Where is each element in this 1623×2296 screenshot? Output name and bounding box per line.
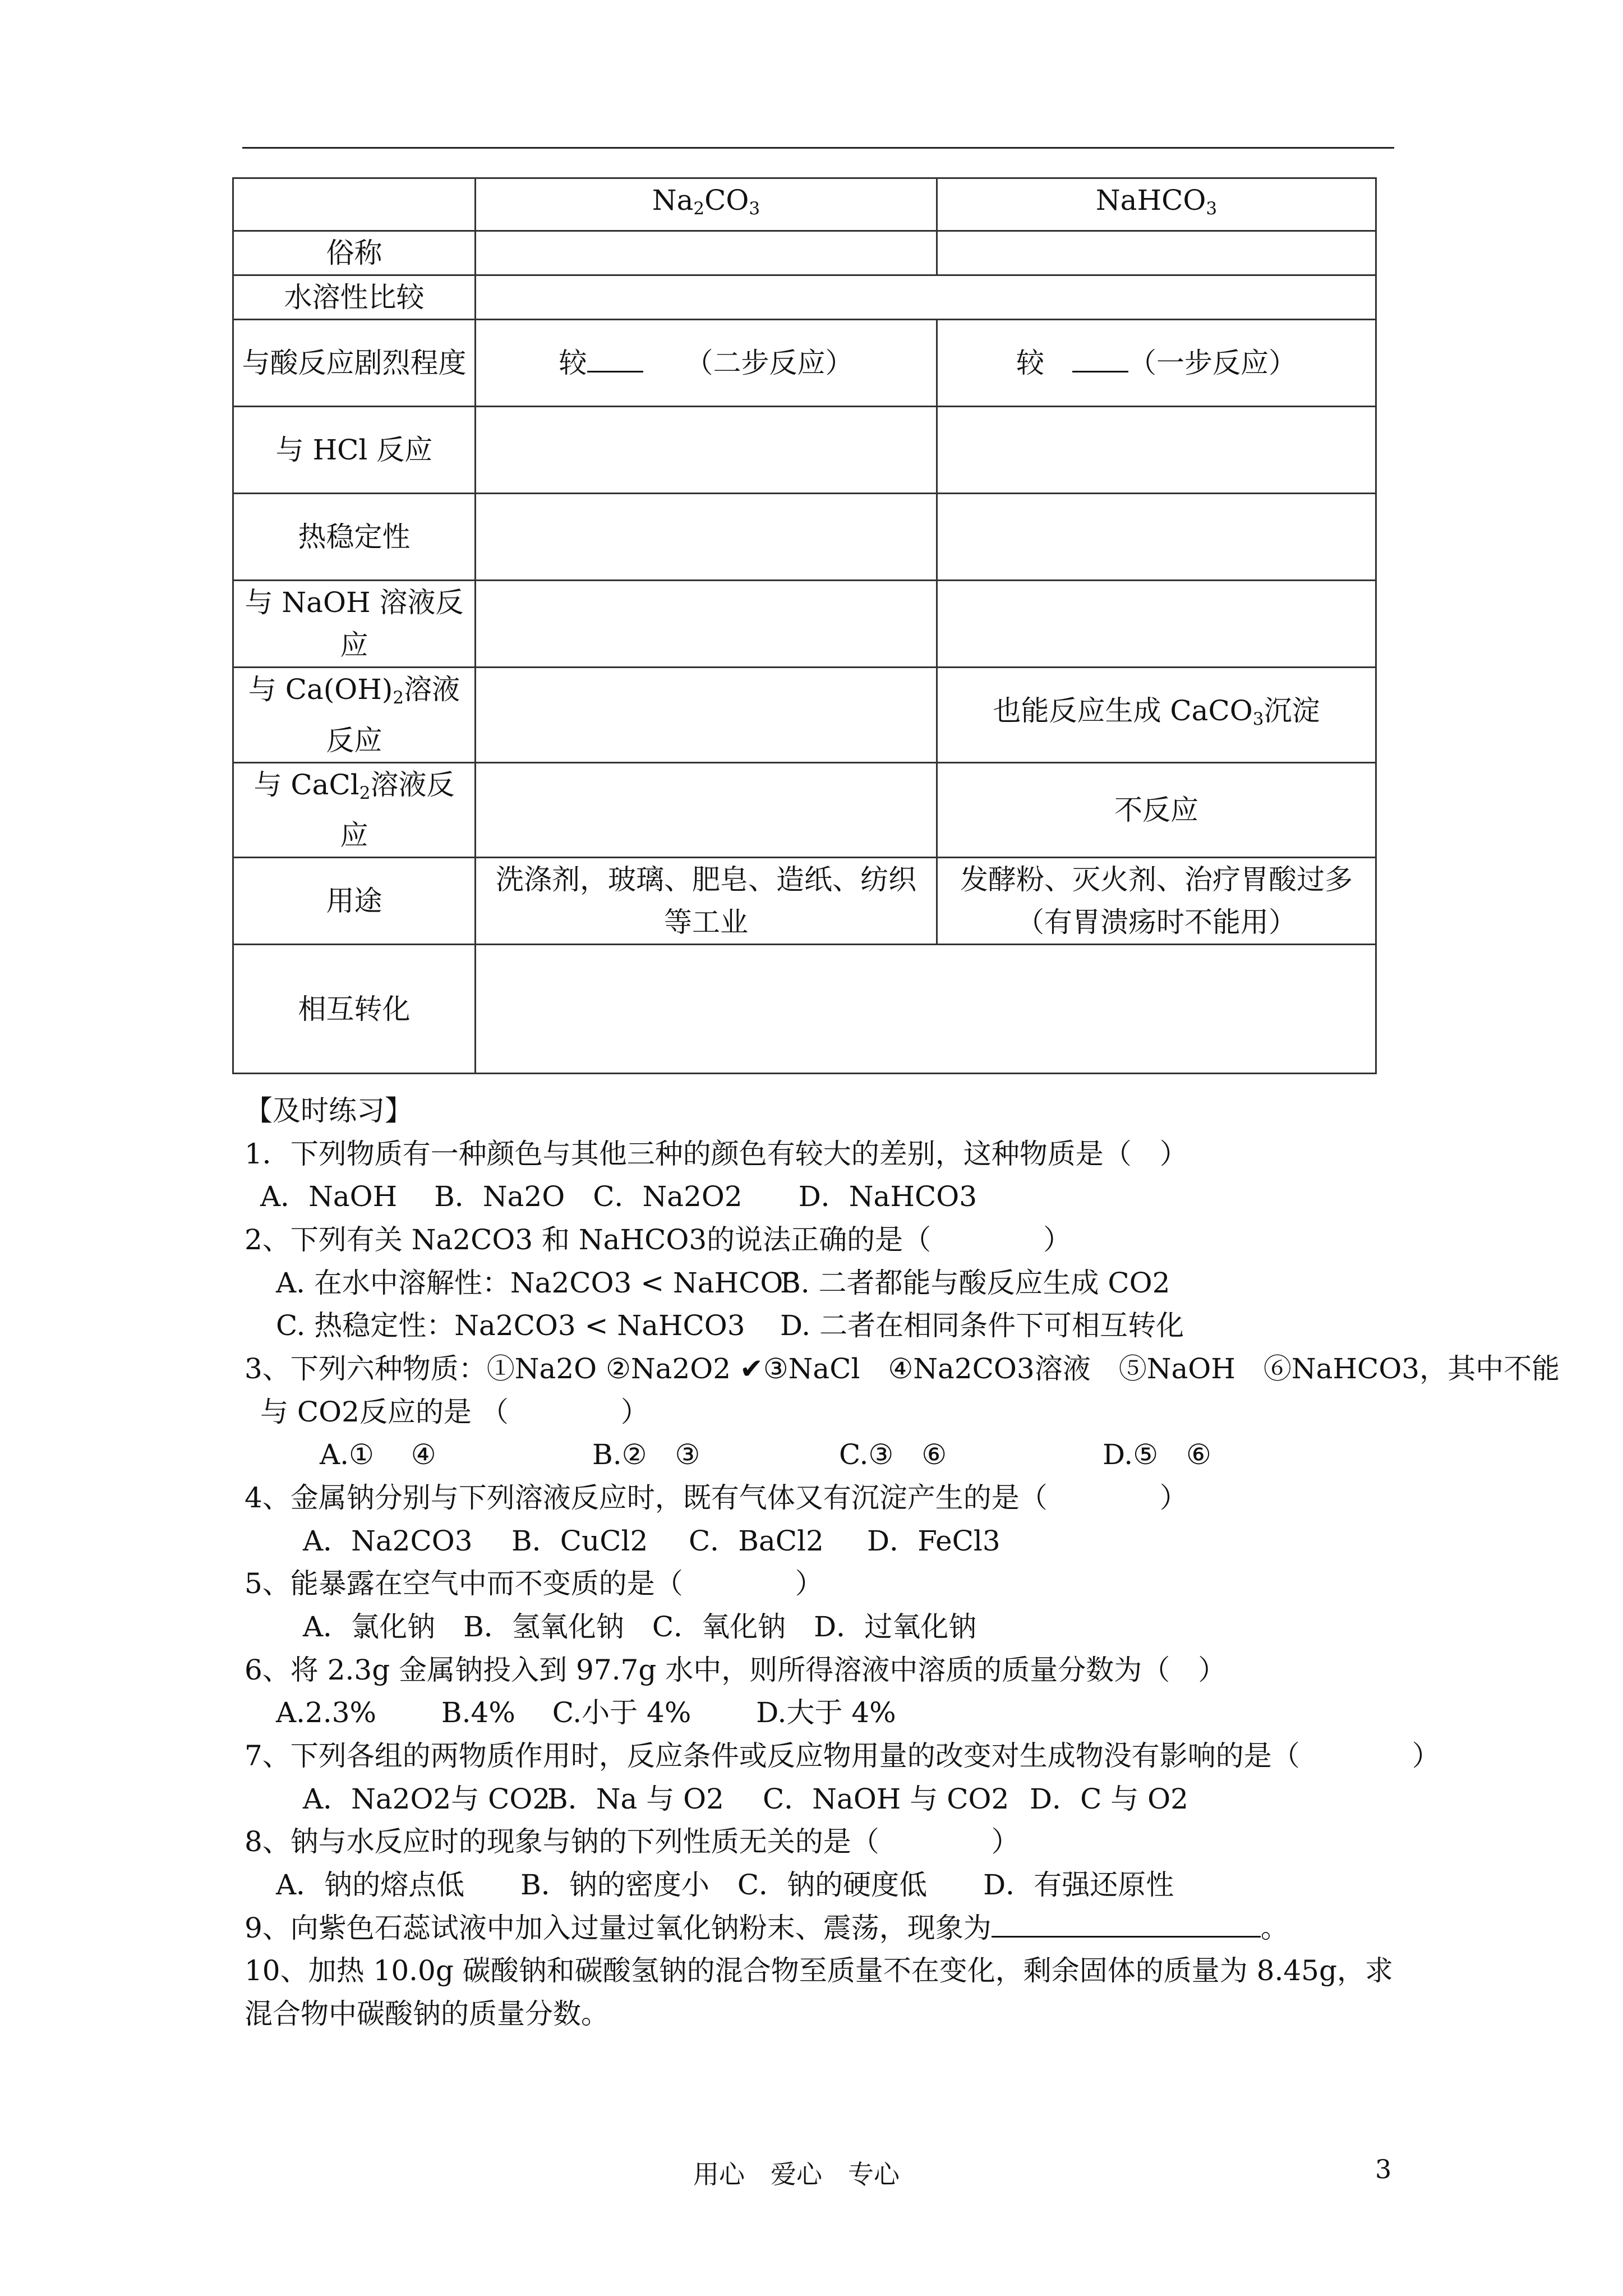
cell xyxy=(937,580,1376,667)
cell: 较 （一步反应） xyxy=(937,319,1376,406)
comparison-table xyxy=(232,177,1377,1074)
question-1-options: A．NaOH B．Na2O C．Na2O2 D．NaHCO3 xyxy=(260,1180,978,1213)
question-2: 2、下列有关 Na2CO3 和 NaHCO3的说法正确的是（ ） xyxy=(245,1223,1072,1256)
row-label: 相互转化 xyxy=(233,945,476,1074)
cell: 较 （二步反应） xyxy=(476,319,937,406)
cell xyxy=(937,231,1376,275)
cell xyxy=(476,945,1376,1074)
table-row xyxy=(233,406,1376,493)
question-5-options: A．氯化钠 B．氢氧化钠 C．氧化钠 D．过氧化钠 xyxy=(303,1611,977,1643)
cell xyxy=(476,493,937,580)
cell xyxy=(476,275,1376,319)
cell xyxy=(937,493,1376,580)
question-4: 4、金属钠分别与下列溶液反应时，既有气体又有沉淀产生的是（ ） xyxy=(245,1481,1188,1514)
header-empty-cell xyxy=(233,178,476,231)
section-heading: 【及时练习】 xyxy=(245,1094,413,1127)
row-label: 与 CaCl$_2$溶液反 应 xyxy=(233,762,476,858)
question-3-option: A.① ④ xyxy=(320,1438,436,1471)
page-number: 3 xyxy=(1375,2154,1392,2184)
cell xyxy=(476,580,937,667)
table-row xyxy=(233,945,1376,1074)
question-3-option: B.② ③ xyxy=(592,1438,700,1471)
table-row xyxy=(233,493,1376,580)
footer-slogan: 用心 爱心 专心 xyxy=(693,2159,900,2189)
cell: 洗涤剂，玻璃、肥皂、造纸、纺织等工业 xyxy=(476,858,937,945)
question-7: 7、下列各组的两物质作用时，反应条件或反应物用量的改变对生成物没有影响的是（ ） xyxy=(245,1740,1440,1772)
cell: 也能反应生成 CaCO$_3$沉淀 xyxy=(937,667,1376,762)
header-nahco3: NaHCO$_3$ xyxy=(937,178,1376,231)
question-9: 9、向紫色石蕊试液中加入过量过氧化钠粉末、震荡，现象为 。 xyxy=(245,1912,1289,1944)
table-row xyxy=(233,178,1376,231)
fill-blank xyxy=(1072,348,1128,372)
table-row xyxy=(233,580,1376,667)
row-label: 与 $Ca(OH)_2$溶液 反应 xyxy=(233,667,476,762)
cell xyxy=(476,406,937,493)
question-2-option-c: C. 热稳定性：Na2CO3 < NaHCO3 xyxy=(276,1309,745,1342)
cell: 不反应 xyxy=(937,762,1376,858)
row-label: 热稳定性 xyxy=(233,493,476,580)
cell: 发酵粉、灭火剂、治疗胃酸过多（有胃溃疡时不能用） xyxy=(937,858,1376,945)
question-7-option: B．Na 与 O2 xyxy=(547,1783,724,1815)
table-row xyxy=(233,762,1376,858)
question-3-option: C.③ ⑥ xyxy=(839,1438,947,1471)
question-7-option: A．Na2O2与 CO2 xyxy=(303,1783,551,1815)
row-label: 用途 xyxy=(233,858,476,945)
question-2-option-a: A. 在水中溶解性：Na2CO3 < NaHCO3 xyxy=(276,1267,801,1299)
question-4-option: B．CuCl2 xyxy=(511,1525,648,1557)
table-row xyxy=(233,858,1376,945)
question-8: 8、钠与水反应时的现象与钠的下列性质无关的是（ ） xyxy=(245,1825,1020,1858)
row-label: 水溶性比较 xyxy=(233,275,476,319)
question-10: 10、加热 10.0g 碳酸钠和碳酸氢钠的混合物至质量不在变化，剩余固体的质量为 8.45g，求 xyxy=(245,1954,1393,1987)
question-6-options: A.2.3% B.4% C.小于 4% D.大于 4% xyxy=(276,1696,896,1729)
table-row xyxy=(233,275,1376,319)
question-8-options: A．钠的熔点低 B．钠的密度小 C．钠的硬度低 D．有强还原性 xyxy=(276,1869,1174,1901)
cell xyxy=(476,762,937,858)
cell xyxy=(476,231,937,275)
question-4-option: A．Na2CO3 xyxy=(303,1525,473,1557)
question-2-option-d: D. 二者在相同条件下可相互转化 xyxy=(780,1309,1184,1342)
question-3-continued: 与 CO2反应的是 （ ） xyxy=(260,1396,649,1428)
question-10-continued: 混合物中碳酸钠的质量分数。 xyxy=(245,1998,609,2030)
question-4-option: C．BaCl2 xyxy=(689,1525,824,1557)
question-4-option: D．FeCl3 xyxy=(867,1525,1000,1557)
question-3-option: D.⑤ ⑥ xyxy=(1103,1438,1211,1471)
question-3: 3、下列六种物质：①Na2O ②Na2O2 ✔③NaCl ④Na2CO3溶液 ⑤NaOH ⑥NaHCO3，其中不能 xyxy=(245,1352,1560,1385)
row-label: 俗称 xyxy=(233,231,476,275)
question-7-option: C．NaOH 与 CO2 xyxy=(763,1783,1009,1815)
cell xyxy=(937,406,1376,493)
fill-blank xyxy=(587,348,643,372)
row-label: 与 NaOH 溶液反应 xyxy=(233,580,476,667)
question-7-option: D．C 与 O2 xyxy=(1030,1783,1188,1815)
question-5: 5、能暴露在空气中而不变质的是（ ） xyxy=(245,1567,823,1600)
cell xyxy=(476,667,937,762)
header-na2co3: $Na_2CO_3$ xyxy=(476,178,937,231)
answer-blank xyxy=(992,1913,1261,1938)
table-row xyxy=(233,319,1376,406)
question-6: 6、将 2.3g 金属钠投入到 97.7g 水中，则所得溶液中溶质的质量分数为（ ） xyxy=(245,1654,1227,1686)
header-rule xyxy=(242,147,1394,149)
row-label: 与酸反应剧烈程度 xyxy=(233,319,476,406)
table-row xyxy=(233,667,1376,762)
question-2-option-b: B. 二者都能与酸反应生成 CO2 xyxy=(780,1267,1170,1299)
row-label: 与 HCl 反应 xyxy=(233,406,476,493)
table-row xyxy=(233,231,1376,275)
question-1: 1．下列物质有一种颜色与其他三种的颜色有较大的差别，这种物质是（ ） xyxy=(245,1138,1188,1170)
